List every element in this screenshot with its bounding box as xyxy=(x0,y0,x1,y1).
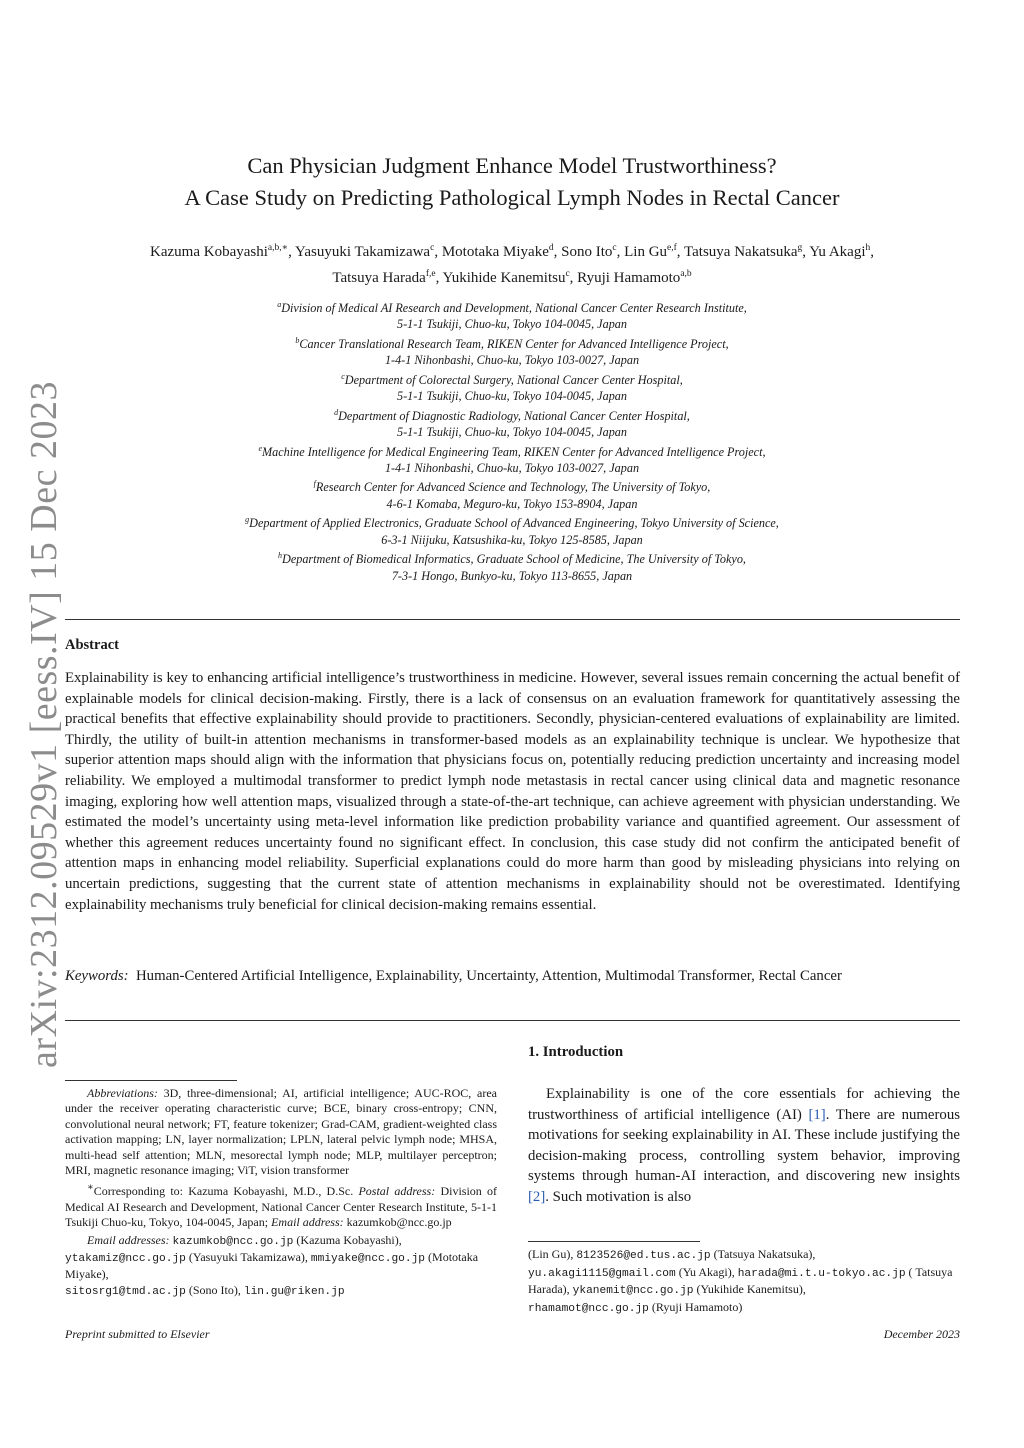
affiliation-line xyxy=(0,369,1024,388)
emails-label: Email addresses: xyxy=(87,1232,170,1247)
affiliation-institution: Department of Biomedical Informatics, Graduate School of Medicine, The University of Tokyo, xyxy=(282,552,746,567)
postal-label: Postal address: xyxy=(358,1184,436,1199)
paper-title xyxy=(0,150,1024,214)
affiliation-line xyxy=(0,548,1024,567)
author-name: Mototaka Miyake xyxy=(441,244,549,260)
affiliation-line xyxy=(0,476,1024,495)
affiliation-e xyxy=(0,441,1024,477)
affiliation-address: 1-4-1 Nihonbashi, Chuo-ku, Tokyo 103-0027, Japan xyxy=(384,460,640,475)
email-owner: (Mototaka Miyake), xyxy=(65,1250,479,1282)
affiliation-institution: Machine Intelligence for Medical Engineering Team, RIKEN Center for Advanced Intelligence Project, xyxy=(262,444,766,459)
email-address-link[interactable]: ytakamiz@ncc.go.jp xyxy=(65,1253,186,1266)
email-address-link[interactable]: harada@mi.t.u-tokyo.ac.jp xyxy=(737,1267,906,1280)
affiliation-address: 1-4-1 Nihonbashi, Chuo-ku, Tokyo 103-0027, Japan xyxy=(384,353,640,368)
footnotes-left xyxy=(65,1086,497,1302)
affiliation-address: 5-1-1 Tsukiji, Chuo-ku, Tokyo 104-0045, Japan xyxy=(397,389,627,404)
email-address-link[interactable]: rhamamot@ncc.go.jp xyxy=(528,1302,649,1315)
author-affil-mark: e,f xyxy=(667,243,677,253)
footnotes-right xyxy=(528,1247,960,1317)
author-affil-mark: h xyxy=(865,243,871,253)
affiliation-line xyxy=(0,512,1024,531)
author-separator: , xyxy=(569,270,578,286)
keywords-label: Keywords: xyxy=(65,968,129,984)
author-name: Yasuyuki Takamizawa xyxy=(295,244,431,260)
affiliation-c xyxy=(0,369,1024,405)
author-name: Yukihide Kanemitsu xyxy=(442,270,566,286)
email-owner: ( Tatsuya Harada), xyxy=(528,1264,953,1297)
affiliation-h xyxy=(0,548,1024,584)
abstract-heading: Abstract xyxy=(65,637,119,653)
affiliation-d xyxy=(0,405,1024,441)
author-separator: , xyxy=(616,244,625,260)
title-line-2: A Case Study on Predicting Pathological Lymph Nodes in Rectal Cancer xyxy=(184,185,840,210)
affiliation-address: 5-1-1 Tsukiji, Chuo-ku, Tokyo 104-0045, Japan xyxy=(397,425,627,440)
affiliation-key: a xyxy=(277,300,282,309)
author-name: Yu Akagi xyxy=(809,244,866,260)
email-address-link[interactable]: lin.gu@riken.jp xyxy=(243,1285,345,1298)
author-list xyxy=(0,237,1024,289)
citation-link[interactable]: [1] xyxy=(808,1106,826,1123)
affiliation-key: e xyxy=(258,443,263,453)
author-separator: , xyxy=(435,270,443,286)
author-affil-mark: a,b,∗ xyxy=(267,243,289,253)
email-owner: (Yukihide Kanemitsu), xyxy=(693,1282,806,1297)
corresponding-email: kazumkob@ncc.go.jp xyxy=(343,1215,452,1230)
affiliation-line xyxy=(0,441,1024,460)
affiliation-institution: Research Center for Advanced Science and Technology, The University of Tokyo, xyxy=(315,480,711,495)
affiliation-line xyxy=(0,297,1024,316)
email-owner: (Kazuma Kobayashi), xyxy=(293,1232,402,1247)
affiliation-line xyxy=(0,333,1024,352)
keywords xyxy=(65,966,960,987)
affiliation-address: 5-1-1 Tsukiji, Chuo-ku, Tokyo 104-0045, Japan xyxy=(397,317,627,332)
author-separator: , xyxy=(802,244,810,260)
email-label: Email address: xyxy=(271,1215,344,1230)
affiliation-key: b xyxy=(295,335,300,345)
affiliation-f xyxy=(0,476,1024,512)
corresponding-text-b: Division of Medical AI Research and Development, National Cancer Center Research Institute, 5-1-1 Tsukiji Chuo-ku, Tokyo, 104-0045, Japan; xyxy=(65,1184,497,1230)
abbreviations-text: 3D, three-dimensional; AI, artificial intelligence; AUC-ROC, area under the receiver operating characteristic curve; BCE, binary cross-entropy; CNN, convolutional neural network; FT, feature tokenizer; Grad-CAM, gradient-weighted class activation mapping; LN, layer normalization; LPLN, lateral pelvic lymph node; MHSA, multi-head self attention; MLN, mesorectal lymph node; MLP, multilayer perceptron; MRI, magnetic resonance imaging; ViT, vision transformer xyxy=(65,1086,498,1178)
affiliation-a xyxy=(0,297,1024,333)
affiliation-g xyxy=(0,512,1024,548)
author-name: Kazuma Kobayashi xyxy=(150,244,268,260)
corresponding-mark: ∗ xyxy=(87,1182,94,1194)
affiliation-address: 6-3-1 Niijuku, Katsushika-ku, Tokyo 125-8585, Japan xyxy=(381,532,643,547)
email-owner: (Sono Ito), xyxy=(185,1282,244,1297)
abstract-text: Explainability is key to enhancing artificial intelligence’s trustworthiness in medicine. However, several issues remain concerning the actual benefit of explainable models for clinical decision-making. Firstly, there is a lack of consensus on an evaluation framework for quantitatively assessing the practical benefits that effective explainability should provide to practitioners. Secondly, physician-centered evaluations of explainability are limited. Thirdly, the utility of built-in attention mechanisms in transformer-based models as an explainability technique is unclear. We hypothesize that superior attention maps should align with the information that physicians focus on, potentially reducing prediction uncertainty and increasing model reliability. We employed a multimodal transformer to predict lymph node metastasis in rectal cancer using clinical data and magnetic resonance imaging, exploring how well attention maps, visualized through a state-of-the-art technique, can achieve agreement with physician understanding. We estimated the model’s uncertainty using meta-level information like prediction probability variance and quantified agreement. Our assessment of whether this agreement reduces uncertainty found no significant effect. In conclusion, this case study did not confirm the anticipated benefit of attention maps in enhancing model reliability. Superficial explanations could do more harm than good by misleading physicians into relying on uncertain predictions, suggesting that the current state of attention mechanisms in explainability should not be overestimated. Identifying explainability mechanisms truly beneficial for clinical decision-making remains essential. xyxy=(65,670,960,913)
email-owner: (Yu Akagi), xyxy=(675,1264,738,1279)
email-address-link[interactable]: yu.akagi1115@gmail.com xyxy=(528,1267,676,1280)
author-line-1 xyxy=(0,237,1024,263)
author-line-2 xyxy=(0,263,1024,289)
email-address-link[interactable]: mmiyake@ncc.go.jp xyxy=(310,1253,426,1266)
left-footnote-rule xyxy=(65,1080,237,1081)
abstract-bottom-rule xyxy=(65,1020,960,1021)
affiliation-institution: Department of Applied Electronics, Graduate School of Advanced Engineering, Tokyo University of Science, xyxy=(249,516,779,531)
footer-submission-note: Preprint submitted to Elsevier xyxy=(65,1327,210,1341)
affiliation-key: h xyxy=(278,551,283,561)
right-footnote-rule xyxy=(528,1241,700,1242)
author-affil-mark: c xyxy=(565,269,570,279)
affiliation-key: g xyxy=(245,515,250,525)
author-name: Sono Ito xyxy=(561,244,613,260)
affiliation-line xyxy=(0,405,1024,424)
email-address-link[interactable]: sitosrg1@tmd.ac.jp xyxy=(65,1285,186,1298)
keywords-text: Human-Centered Artificial Intelligence, Explainability, Uncertainty, Attention, Multimodal Transformer, Rectal Cancer xyxy=(135,968,842,984)
title-line-1: Can Physician Judgment Enhance Model Trustworthiness? xyxy=(247,153,777,178)
affiliation-key: c xyxy=(341,371,345,381)
affiliation-address: 4-6-1 Komaba, Meguro-ku, Tokyo 153-8904, Japan xyxy=(386,496,638,511)
section-heading-introduction: 1. Introduction xyxy=(528,1044,624,1060)
email-owner: (Tatsuya Nakatsuka), xyxy=(710,1247,816,1261)
footer-date: December 2023 xyxy=(883,1327,960,1341)
affiliation-address: 7-3-1 Hongo, Bunkyo-ku, Tokyo 113-8655, Japan xyxy=(391,568,633,583)
author-separator: , xyxy=(288,244,296,260)
author-separator: , xyxy=(870,244,874,260)
author-affil-mark: c xyxy=(430,243,435,253)
affiliation-institution: Cancer Translational Research Team, RIKEN Center for Advanced Intelligence Project, xyxy=(299,336,729,351)
author-name: Ryuji Hamamoto xyxy=(577,270,681,286)
intro-text-c: . Such motivation is also xyxy=(545,1188,692,1205)
email-address-link[interactable]: kazumkob@ncc.go.jp xyxy=(172,1235,294,1248)
author-separator: , xyxy=(676,244,685,260)
author-separator: , xyxy=(434,244,442,260)
introduction-paragraph xyxy=(528,1084,960,1208)
affiliation-key: f xyxy=(313,479,316,489)
intro-text-b: . There are numerous motivations for seeking explainability in AI. These include justifying the decision-making process, controlling system behavior, improving systems through human-AI interaction, and discovering new insights xyxy=(528,1106,960,1185)
intro-text-a: Explainability is one of the core essentials for achieving the trustworthiness of artificial intelligence (AI) xyxy=(528,1086,960,1123)
email-address-link[interactable]: 8123526@ed.tus.ac.jp xyxy=(576,1250,711,1262)
footnote-lead: (Lin Gu), xyxy=(528,1247,577,1261)
author-affil-mark: c xyxy=(612,243,617,253)
author-affil-mark: g xyxy=(797,243,803,253)
affiliation-b xyxy=(0,333,1024,369)
arxiv-identifier: arXiv:2312.09529v1 [eess.IV] 15 Dec 2023 xyxy=(23,381,65,1068)
footnote-emails xyxy=(65,1233,497,1301)
author-affil-mark: d xyxy=(548,243,554,253)
email-owner: (Yasuyuki Takamizawa), xyxy=(185,1250,311,1265)
author-name: Tatsuya Nakatsuka xyxy=(684,244,798,260)
author-affil-mark: f,e xyxy=(425,269,436,279)
affiliation-institution: Department of Colorectal Surgery, National Cancer Center Hospital, xyxy=(344,372,683,387)
footnote-abbreviations xyxy=(65,1086,497,1178)
affiliation-list xyxy=(0,297,1024,584)
email-owner: (Ryuji Hamamoto) xyxy=(648,1299,743,1314)
author-name: Lin Gu xyxy=(624,244,668,260)
author-affil-mark: a,b xyxy=(680,269,692,279)
author-separator: , xyxy=(553,244,562,260)
affiliation-institution: Department of Diagnostic Radiology, National Cancer Center Hospital, xyxy=(338,408,690,423)
abbreviations-label: Abbreviations: xyxy=(87,1086,158,1100)
affiliation-institution: Division of Medical AI Research and Development, National Cancer Center Research Institute, xyxy=(281,301,747,316)
footnote-corresponding xyxy=(65,1180,497,1230)
corresponding-text-a: Corresponding to: Kazuma Kobayashi, M.D., D.Sc. xyxy=(93,1184,359,1199)
author-name: Tatsuya Harada xyxy=(332,270,426,286)
citation-link[interactable]: [2] xyxy=(528,1188,546,1205)
affiliation-key: d xyxy=(334,407,339,417)
abstract-top-rule xyxy=(65,619,960,620)
email-address-link[interactable]: ykanemit@ncc.go.jp xyxy=(572,1285,694,1298)
